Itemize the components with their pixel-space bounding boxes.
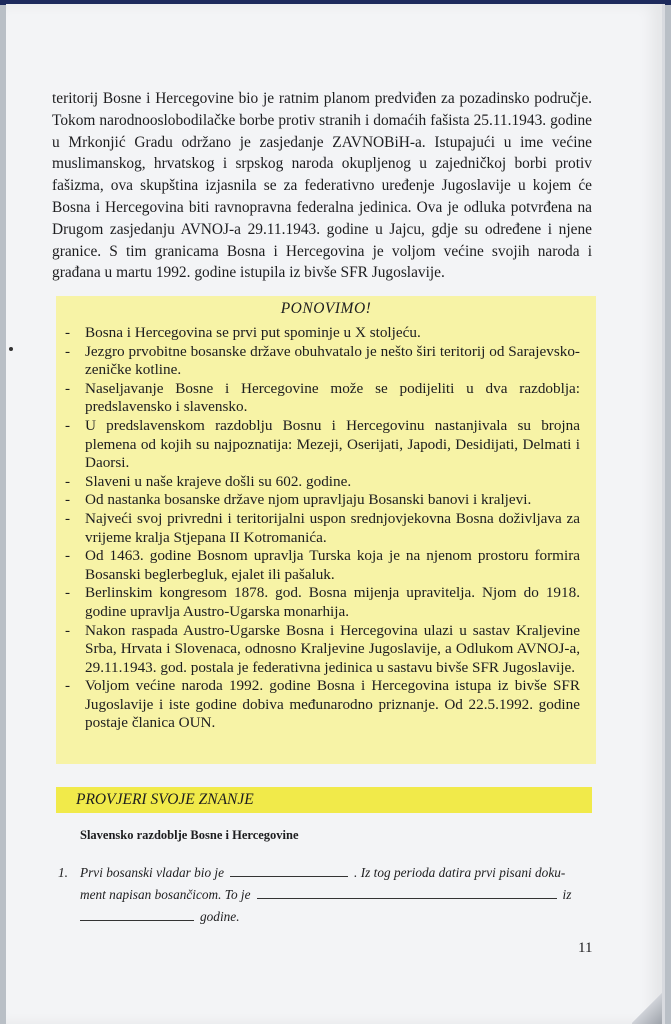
review-item: - Jezgro prvobitne bosanske države obuhvatalo je nešto širi teritorij od Sarajevsko-zeničke kotline. — [65, 342, 580, 379]
review-item: - Slaveni u naše krajeve došli su 602. godine. — [65, 472, 352, 490]
review-box — [56, 296, 596, 764]
review-list — [56, 324, 596, 733]
exercise-number: 1. — [58, 865, 68, 880]
review-item: - Nakon raspada Austro-Ugarske Bosna i Hercegovina ulazi u sastav Kraljevine Srba, Hrvata i Slovenaca, odnosno Kraljevine Jugoslavije, a Odlukom AVNOJ-a, 29.11.1943. god. postala je federativna jedinica u sastavu bivše SFR Jugoslavije. — [65, 621, 580, 676]
review-title: PONOVIMO! — [280, 300, 372, 317]
check-knowledge-banner — [56, 787, 592, 813]
page-corner-curl — [632, 984, 662, 1024]
review-item: - Berlinskim kongresom 1878. god. Bosna mijenja upravitelja. Njom do 1918. godine upravlja Austro-Ugarska monarhija. — [65, 584, 580, 620]
check-knowledge-title: PROVJERI SVOJE ZNANJE — [76, 791, 254, 808]
review-item: - Bosna i Hercegovina se prvi put spominje u X stoljeću. — [65, 324, 421, 341]
answer-blank-document[interactable] — [257, 884, 557, 899]
review-item: - Od nastanka bosanske države njom upravljaju Bosanski banovi i kraljevi. — [65, 491, 532, 509]
review-item: - U predslavenskom razdoblju Bosnu i Hercegovinu nastanjivala su brojna plemena od kojih su najpoznatija: Mezeji, Oserijati, Japodi, Desidijati, Delmati i Daorsi. — [65, 416, 580, 472]
margin-mark — [9, 347, 13, 351]
answer-blank-ruler[interactable] — [230, 862, 348, 877]
page-number: 11 — [578, 940, 593, 956]
answer-blank-year[interactable] — [80, 906, 194, 921]
review-item: - Naseljavanje Bosne i Hercegovine može se podijeliti u dva razdoblja: predslavensko i slavensko. — [65, 379, 580, 416]
section-title: Slavensko razdoblje Bosne i Hercegovine — [80, 828, 299, 842]
review-item: - Najveći svoj privredni i teritorijalni uspon srednjovjekovna Bosna doživljava za vrijeme kralja Stjepana II Kotromanića. — [65, 509, 580, 546]
exercise-1: 1. Prvi bosanski vladar bio je . Iz tog perioda datira prvi pisani doku- ment napisan bosančicom. To je iz godine. — [58, 862, 598, 928]
review-item: - Od 1463. godine Bosnom upravlja Turska koja je na njenom prostoru formira Bosanski beglerbegluk, ejalet ili pašaluk. — [65, 547, 580, 583]
review-item: - Voljom većine naroda 1992. godine Bosna i Hercegovina istupa iz bivše SFR Jugoslavije i iste godine dobiva međunarodno priznanje. Od 22.5.1992. godine postaje članica OUN. — [65, 677, 580, 732]
intro-paragraph: teritorij Bosne i Hercegovine bio je ratnim planom predviđen za pozadinsko područje. Tokom narodnooslobodilačke borbe protiv stranih i domaćih fašista 25.11.1943. godine u Mrkonjić Gradu održano je zasjedanje ZAVNOBiH-a. Istupajući u ime većine muslimanskog, hrvatskog i srpskog naroda okupljenog u zajedničkoj borbi protiv fašizma, ova skupština izjasnila se za federativno uređenje Jugoslavije u kojem će Bosna i Hercegovina biti ravnopravna federalna jedinica. Ova je odluka potvrđena na Drugom zasjedanju AVNOJ-a 29.11.1943. godine u Jajcu, gdje su određene i njene granice. S tim granicama Bosna i Hercegovina je voljom većine svojih naroda i građana u martu 1992. godine istupila iz bivše SFR Jugoslavije. — [52, 90, 592, 282]
